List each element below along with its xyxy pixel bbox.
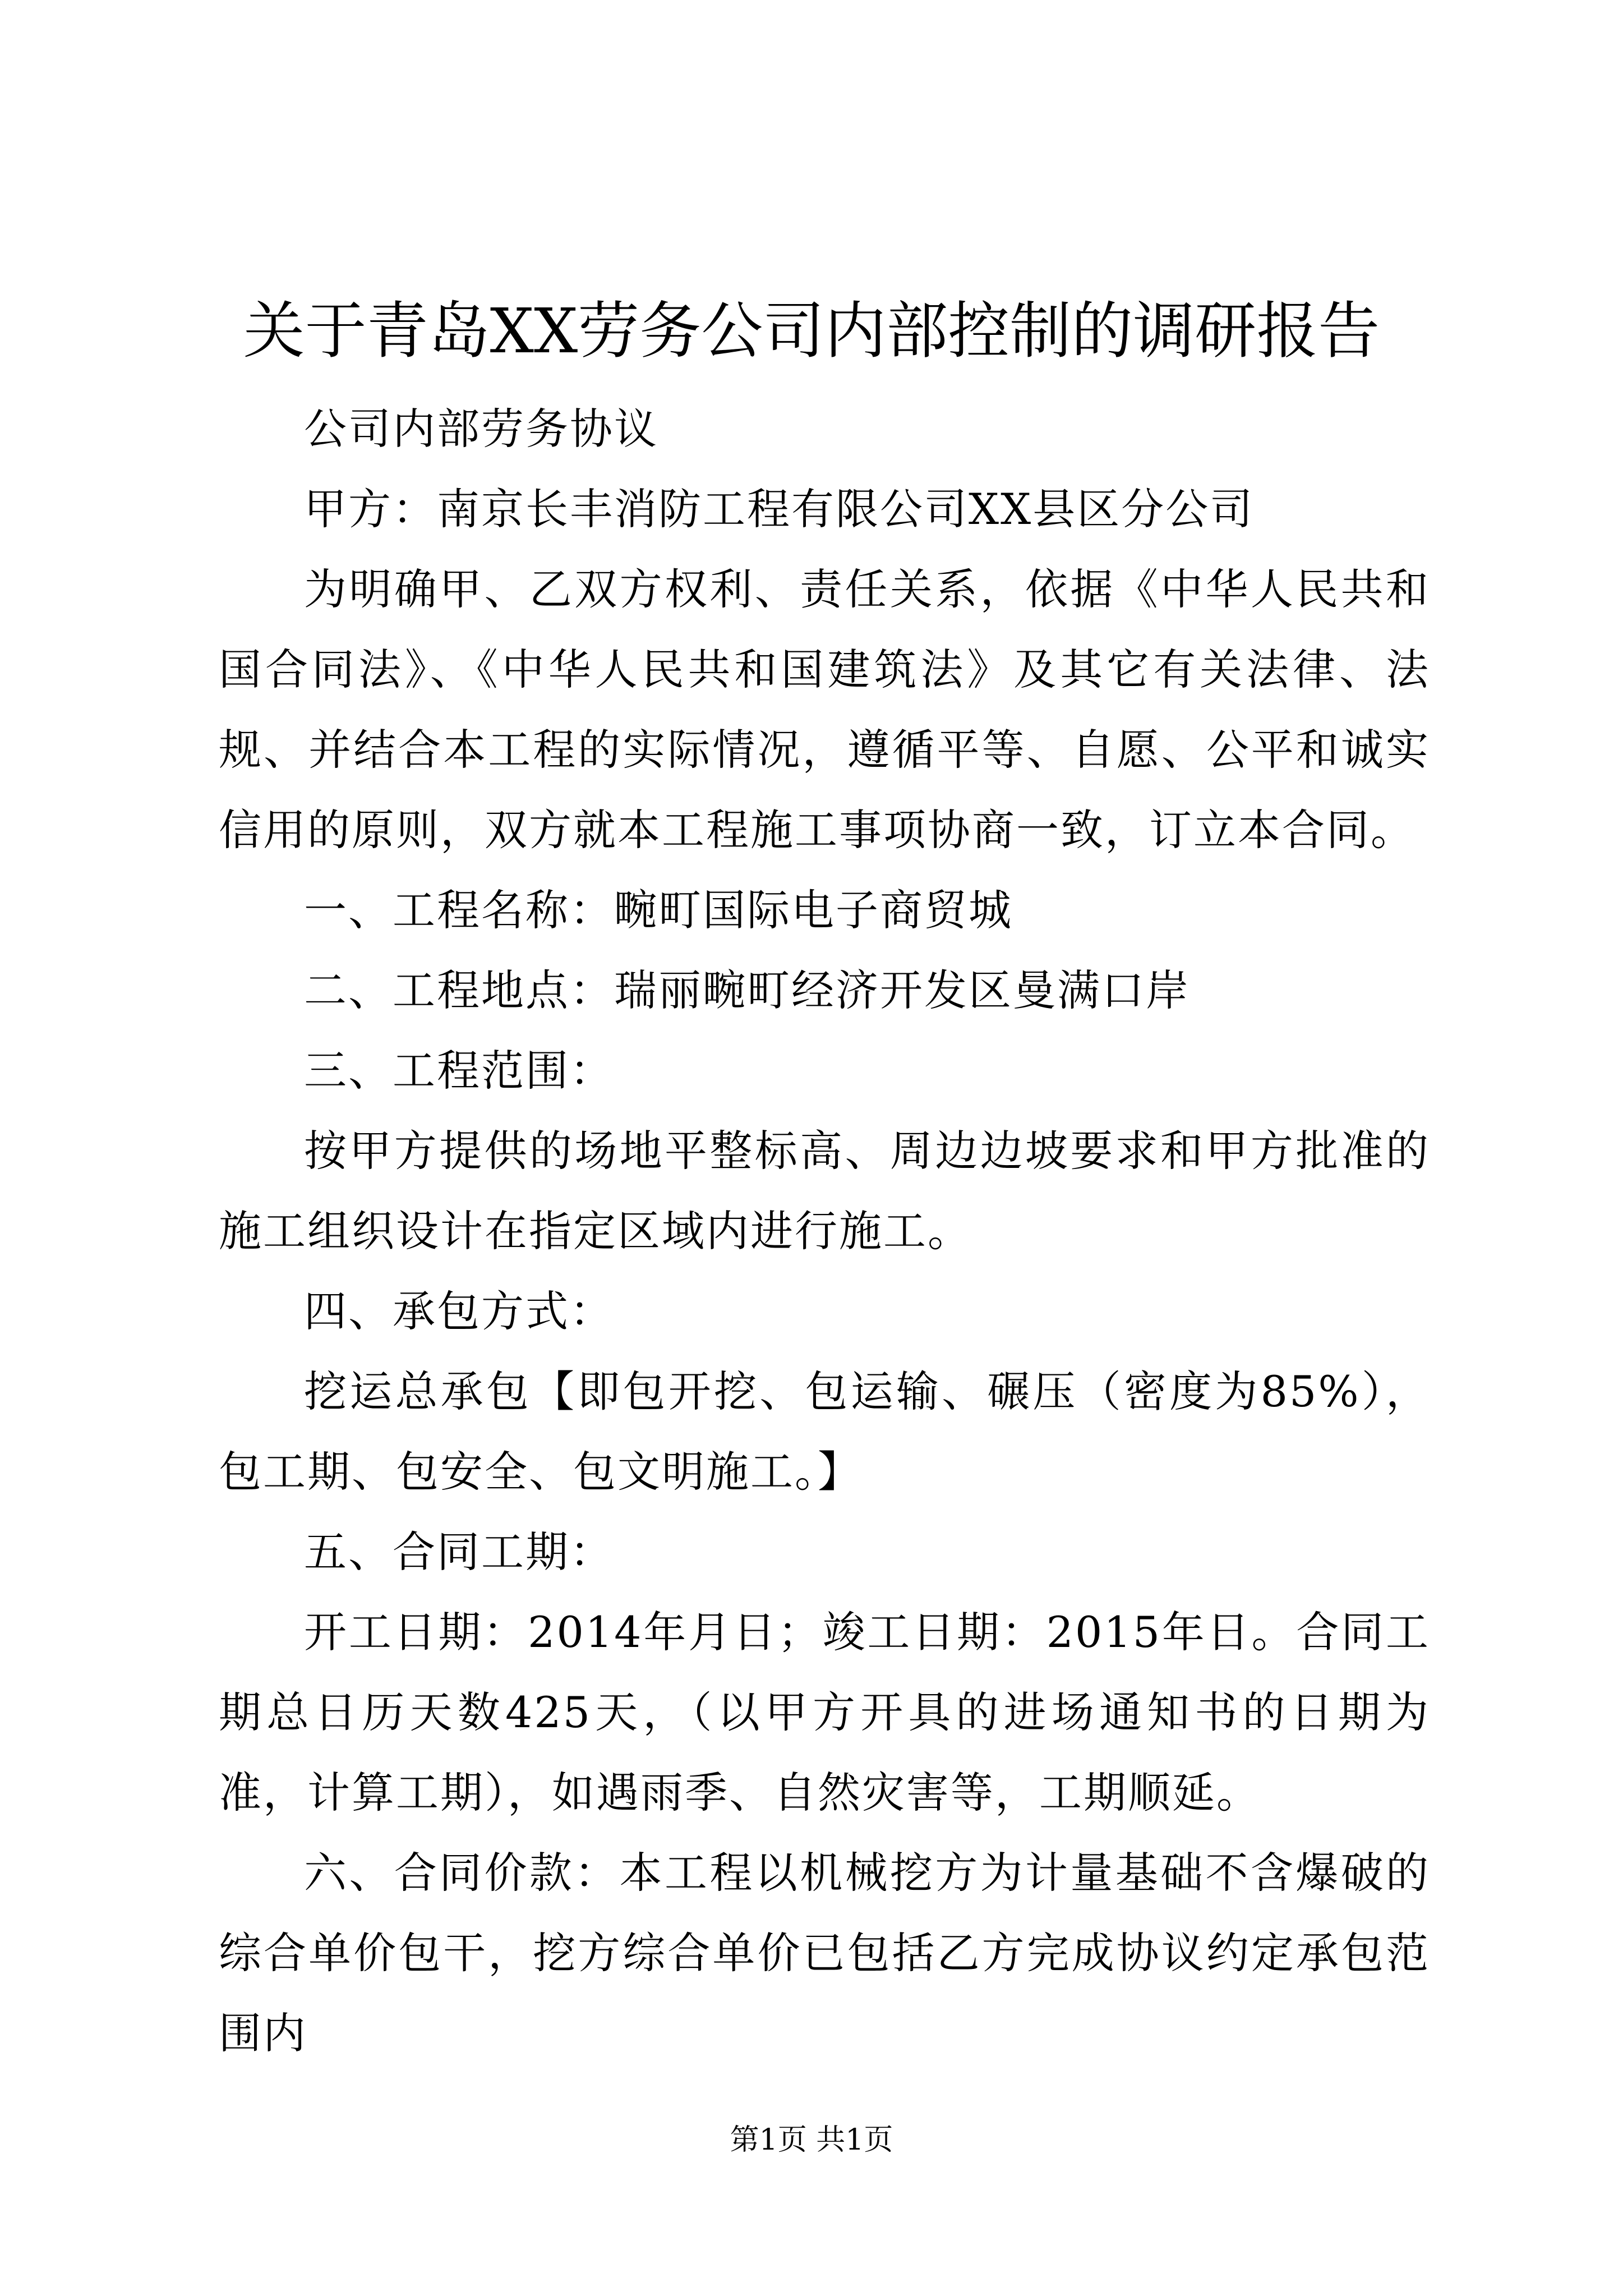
paragraph-contract-mode-heading: 四、承包方式： <box>304 1286 614 1336</box>
paragraph-price: 六、合同价款：本工程以机械挖方为计量基础不含爆破的综合单价包干，挖方综合单价已包括乙方完成协议约定承包范围内 <box>219 1848 1430 2058</box>
document-title: 关于青岛XX劳务公司内部控制的调研报告 <box>243 295 1380 367</box>
paragraph-scope-body: 按甲方提供的场地平整标高、周边边坡要求和甲方批准的施工组织设计在指定区域内进行施工。 <box>219 1126 1430 1256</box>
page-footer: 第1页 共1页 <box>730 2123 893 2157</box>
paragraph-subtitle: 公司内部劳务协议 <box>304 404 658 454</box>
paragraph-project-name: 一、工程名称：畹町国际电子商贸城 <box>304 885 1013 935</box>
document-body <box>219 389 1430 2073</box>
paragraph-scope-heading: 三、工程范围： <box>304 1046 614 1096</box>
paragraph-schedule-body: 开工日期：2014年月日；竣工日期：2015年日。合同工期总日历天数425天，（以甲方开具的进场通知书的日期为准，计算工期），如遇雨季、自然灾害等，工期顺延。 <box>219 1607 1430 1818</box>
paragraph-contract-mode-body: 挖运总承包【即包开挖、包运输、碾压（密度为85%），包工期、包安全、包文明施工。】 <box>219 1366 1430 1497</box>
paragraph-project-location: 二、工程地点：瑞丽畹町经济开发区曼满口岸 <box>304 965 1190 1015</box>
paragraph-party-a: 甲方：南京长丰消防工程有限公司XX县区分公司 <box>304 484 1255 534</box>
paragraph-schedule-heading: 五、合同工期： <box>304 1527 614 1577</box>
paragraph-preamble: 为明确甲、乙双方权利、责任关系，依据《中华人民共和国合同法》、《中华人民共和国建筑法》及其它有关法律、法规、并结合本工程的实际情况，遵循平等、自愿、公平和诚实信用的原则，双方就本工程施工事项协商一致，订立本合同。 <box>219 564 1430 855</box>
